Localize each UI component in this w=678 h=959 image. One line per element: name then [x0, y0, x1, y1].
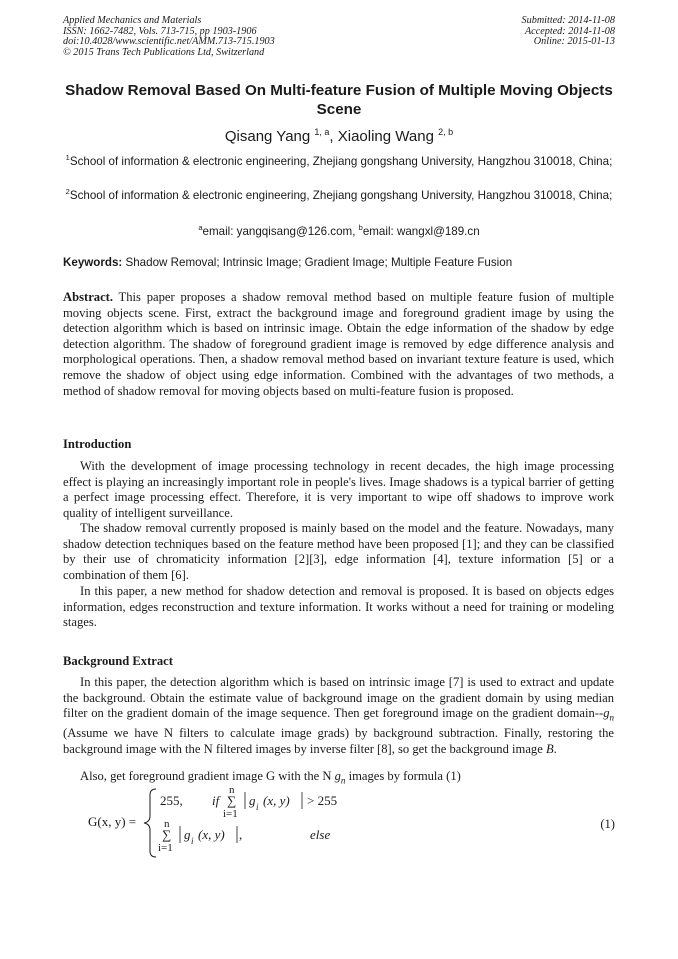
email-link[interactable]: email: yangqisang@126.com,	[202, 225, 359, 238]
term-subscript: i	[191, 836, 194, 846]
sum-symbol: ∑	[227, 793, 237, 808]
background-paragraph: In this paper, the detection algorithm which is based on intrinsic image [7] is used to extract and update the background. Obtain the estimate value of background image on the gradient domain by using median filter on the gradient domain of the image sequence. Then get foreground image on the gradient domain-$-g_n$ (Assume we have N filters to calculate image grads) by background subtraction. Finally, restoring the background image with the N filtered images by inverse filter [8], so get the background image B.	[63, 675, 614, 756]
background-paragraph: Also, get foreground gradient image G with the N $g_n$ images by formula (1)	[80, 769, 461, 786]
case1-rhs: > 255	[307, 793, 338, 808]
intro-paragraph: With the development of image processing technology in recent decades, the high image processing effect is playing an increasingly important role in people's lives. Image shadows is a typical barrier of getting a perfect image processing effect. Therefore, it is very important to wipe off shadows to improve work quality of intelligent surveillance.	[63, 459, 614, 520]
author-affiliation-mark: 2, b	[438, 127, 454, 137]
online-date: Online: 2015-01-13	[533, 36, 615, 48]
section-heading-introduction: Introduction	[63, 437, 132, 451]
keywords-label: Keywords:	[63, 256, 123, 269]
intro-paragraph: In this paper, a new method for shadow detection and removal is proposed. It is based on objects edges information, edges reconstruction and texture information. It works without a need for training or modeling stages.	[63, 584, 614, 630]
case1-value: 255,	[160, 793, 183, 808]
equation-1	[88, 783, 615, 863]
affiliation-1: $^1$School of information & electronic engineering, Zhejiang gongshang University, Hangzhou 310018, China;	[65, 153, 613, 168]
abstract-label: Abstract.	[63, 290, 114, 304]
author-name: Qisang Yang	[224, 128, 311, 145]
sum-upper-limit: n	[164, 818, 170, 830]
submitted-date: Submitted: 2014-11-08	[521, 15, 615, 26]
formula-lhs: G(x, y) =	[88, 814, 137, 829]
intro-paragraph: The shadow removal currently proposed is mainly based on the model and the feature. Nowadays, many shadow detection techniques based on the feature method have been proposed [1]; and they can be classified by their use of chromaticity information [2][3], edge information [4], texture information [5] or a combination of them [6].	[63, 521, 614, 582]
term-g: g	[249, 793, 256, 808]
journal-name: Applied Mechanics and Materials	[63, 15, 202, 26]
issn-line: ISSN: 1662-7482, Vols. 713-715, pp 1903-1906	[63, 25, 257, 37]
term-g: g	[184, 827, 191, 842]
author-list: Qisang Yang $^{1, a}$, Xiaoling Wang $^{2, b}$	[224, 127, 454, 145]
journal-info	[63, 16, 275, 58]
left-brace	[144, 789, 156, 857]
abstract	[63, 290, 614, 399]
sum-lower-limit: i=1	[158, 842, 173, 854]
term-subscript: i	[256, 802, 259, 812]
term-args: (x, y)	[198, 827, 225, 842]
author-emails: $^a$email: yangqisang@126.com, $^b$email: wangxl@189.cn	[198, 223, 480, 238]
sum-lower-limit: i=1	[223, 808, 238, 820]
case1-condition: if	[212, 793, 220, 808]
keywords-text: Shadow Removal; Intrinsic Image; Gradient Image; Multiple Feature Fusion	[122, 256, 513, 269]
sum-symbol: ∑	[162, 827, 172, 842]
paper-title: Shadow Removal Based On Multi-feature Fusion of Multiple Moving Objects Scene	[65, 82, 613, 118]
dates-info	[522, 16, 615, 48]
author-affiliation-mark: 1, a	[314, 127, 330, 137]
author-name: Xiaoling Wang	[337, 128, 434, 145]
affiliation-2: $^2$School of information & electronic engineering, Zhejiang gongshang University, Hangzhou 310018, China;	[65, 187, 613, 202]
abstract-text: This paper proposes a shadow removal method based on multiple feature fusion of multiple moving objects scene. First, extract the background image and foreground gradient image by using the detection algorithm which is based on intrinsic image. Obtain the edge information of the shadow by edge detection algorithm. The shadow of foreground gradient image is removed by edge difference analysis and morphological operations. Then, a shadow removal method based on invariant texture feature is used, which remove the shadow of object using edge information. Combined with the advantages of two methods, a method of shadow removal for moving objects based on multi-feature fusion is proposed.	[63, 290, 614, 398]
doi-line: doi:10.4028/www.scientific.net/AMM.713-715.1903	[63, 36, 275, 48]
copyright-line: © 2015 Trans Tech Publications Ltd, Switzerland	[63, 46, 265, 58]
section-heading-background: Background Extract	[63, 654, 173, 668]
equation-number: (1)	[600, 817, 615, 831]
email-link[interactable]: email: wangxl@189.cn	[362, 225, 480, 238]
case2-value: ,	[239, 827, 243, 842]
keywords	[63, 256, 615, 270]
case2-condition: else	[310, 827, 331, 842]
term-args: (x, y)	[263, 793, 290, 808]
accepted-date: Accepted: 2014-11-08	[524, 25, 615, 37]
sum-upper-limit: n	[229, 784, 235, 796]
